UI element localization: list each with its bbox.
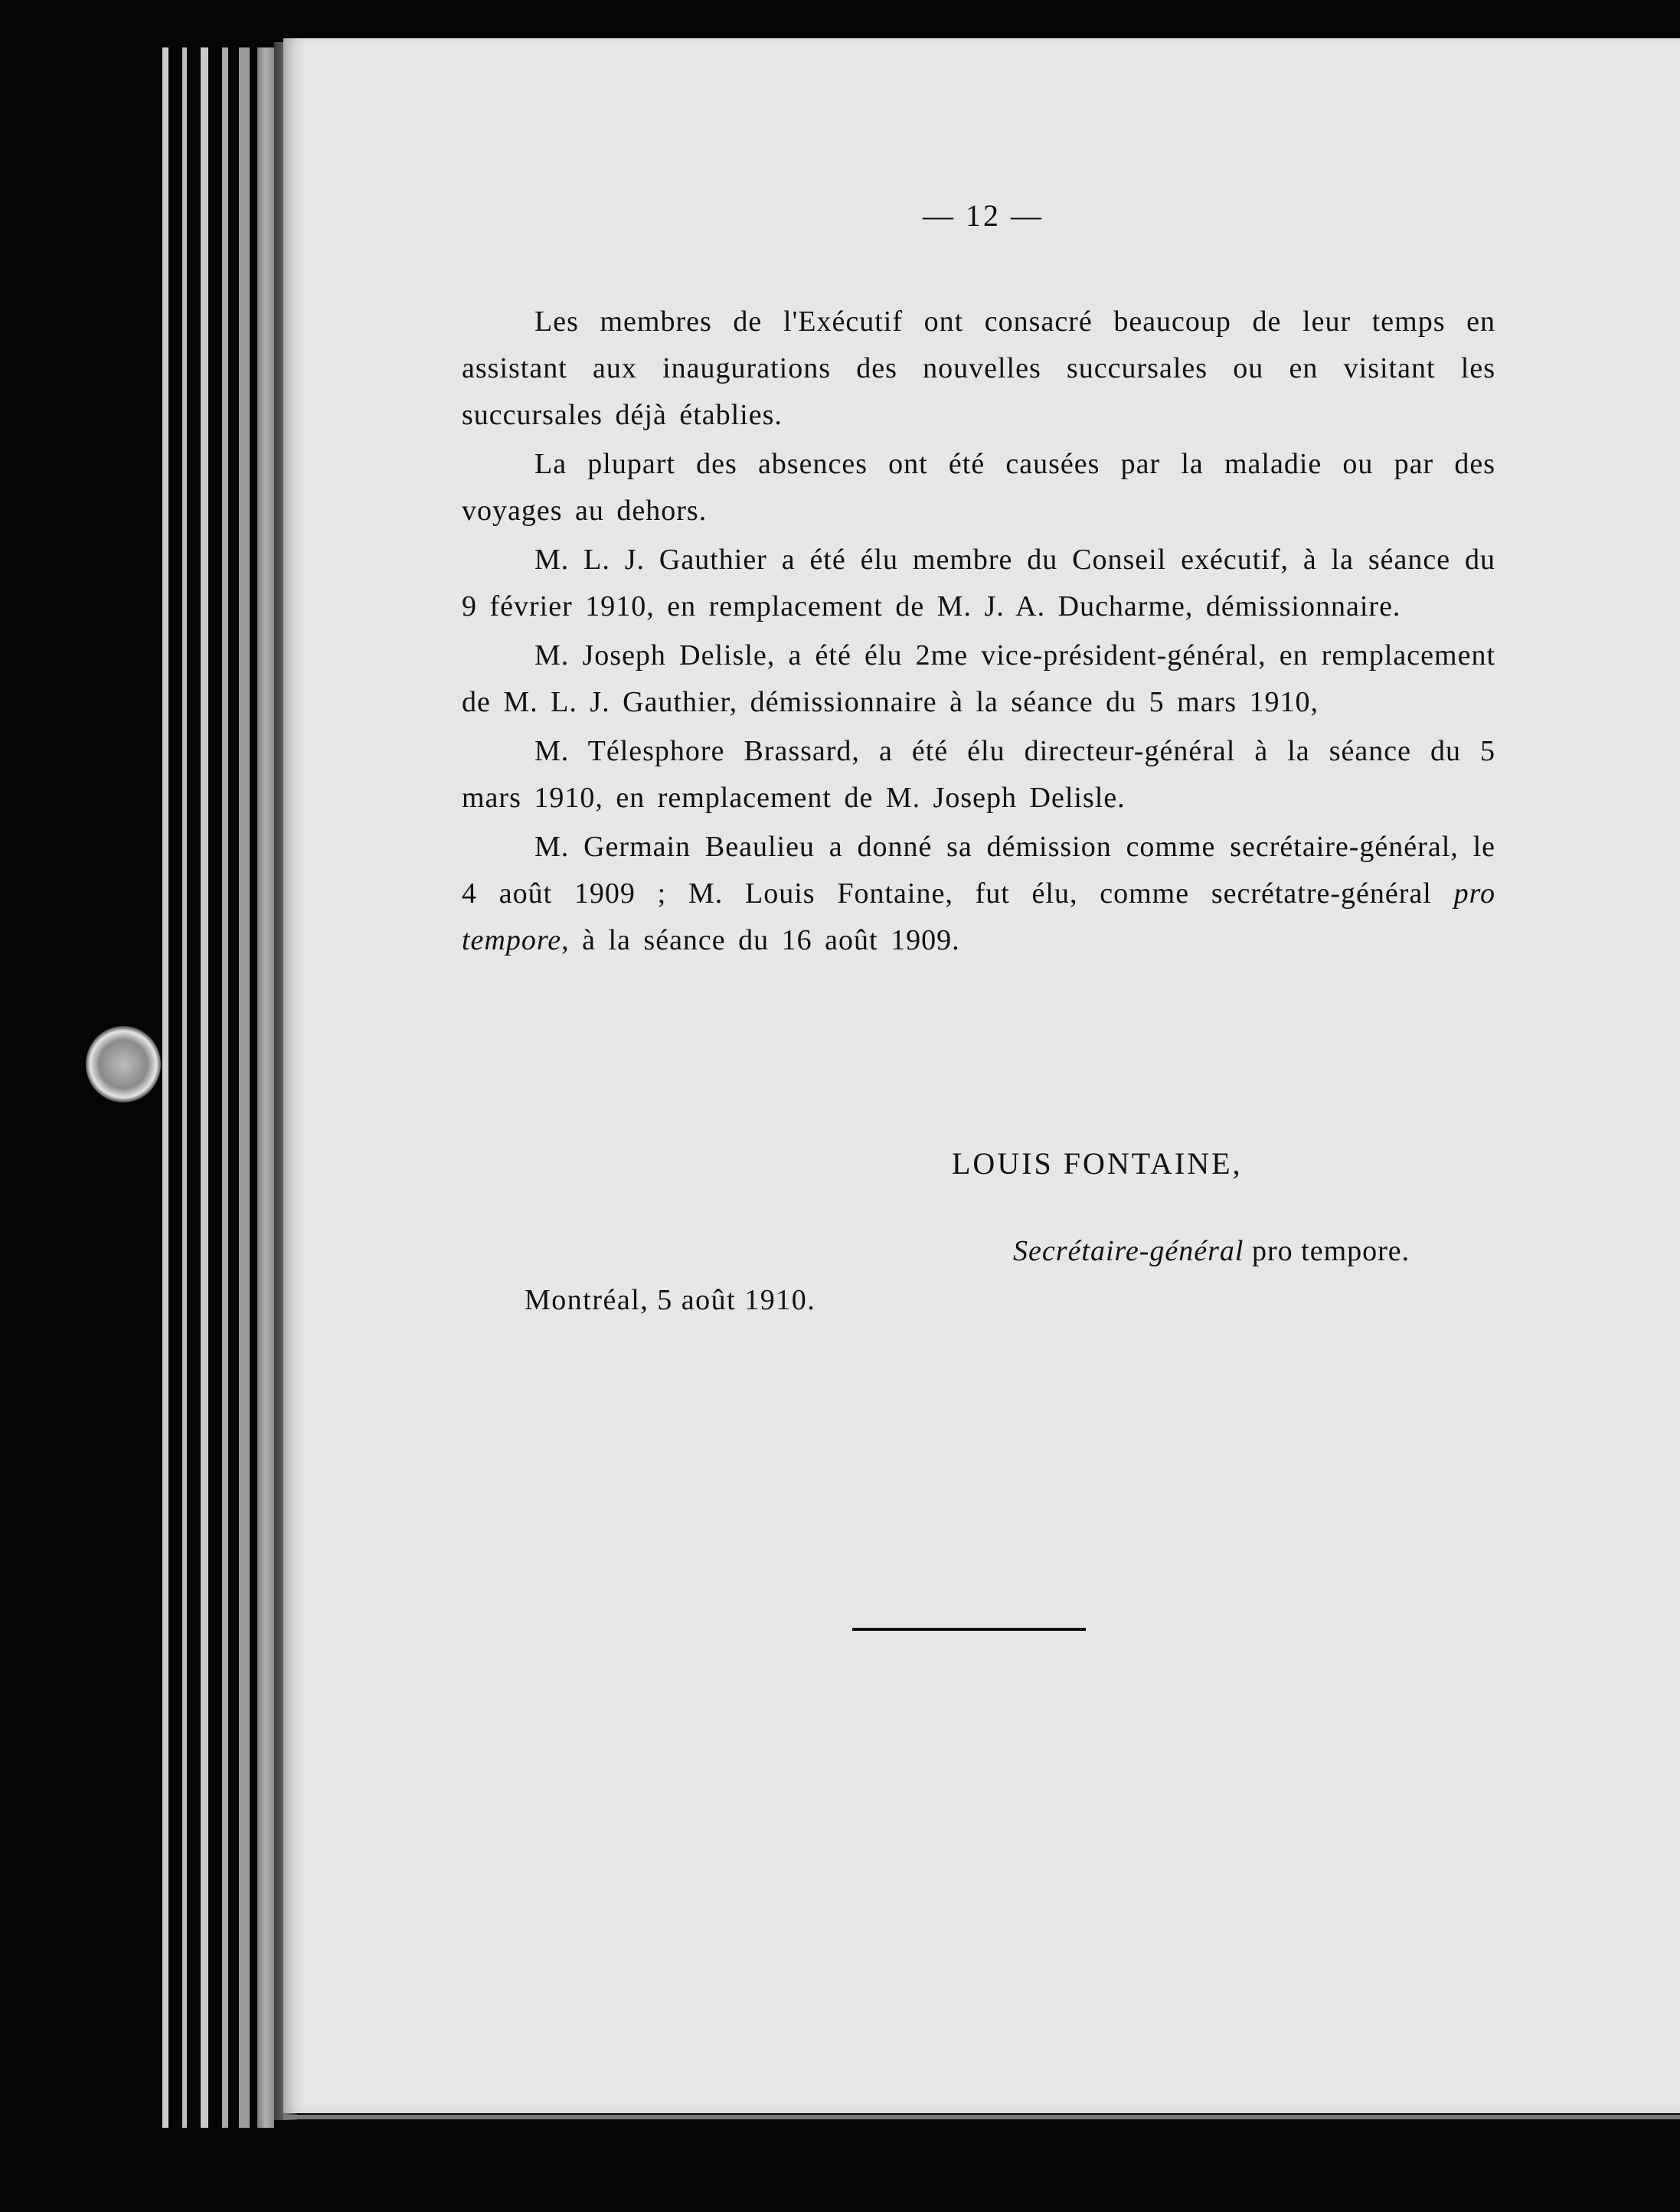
italic-phrase: pro tempore [462, 877, 1495, 956]
signature-title-rest: pro tempore. [1244, 1235, 1410, 1267]
page-edge [257, 47, 274, 2128]
paragraph-text: , à la séance du 16 août 1909. [561, 924, 960, 956]
page-edge [201, 47, 208, 2128]
paragraph: M. Télesphore Brassard, a été élu directeur-général à la séance du 5 mars 1910, en remplacement de M. Joseph Delisle. [462, 735, 1495, 814]
signature-name: LOUIS FONTAINE, [952, 1146, 1243, 1181]
signature-title [1013, 1234, 1410, 1268]
page-edge [239, 47, 250, 2128]
paragraph [462, 824, 1495, 964]
page-edge [162, 47, 168, 2128]
page-edge [182, 47, 187, 2128]
paragraph: M. L. J. Gauthier a été élu membre du Conseil exécutif, à la séance du 9 février 1910, en remplacement de M. J. A. Ducharme, démissionnaire. [462, 544, 1495, 622]
body-text [462, 299, 1495, 966]
paragraph-text: M. Germain Beaulieu a donné sa démission comme secrétaire-général, le 4 août 1909 ; M. Louis Fontaine, fut élu, comme secrétatre-général [462, 831, 1495, 910]
closing-rule [852, 1628, 1086, 1631]
paper-stain [86, 1026, 161, 1103]
paragraph: La plupart des absences ont été causées par la maladie ou par des voyages au dehors. [462, 448, 1495, 527]
paragraph: Les membres de l'Exécutif ont consacré beaucoup de leur temps en assistant aux inaugurations des nouvelles succursales ou en visitant les succursales déjà établies. [462, 305, 1495, 431]
page-bottom-edge [283, 2115, 1680, 2119]
page-number: — 12 — [923, 198, 1044, 233]
signature-title-italic: Secrétaire-général [1013, 1235, 1244, 1267]
place-date: Montréal, 5 août 1910. [525, 1284, 816, 1316]
paragraph: M. Joseph Delisle, a été élu 2me vice-président-général, en remplacement de M. L. J. Gauthier, démissionnaire à la séance du 5 mars 1910, [462, 639, 1495, 718]
page-edge [222, 47, 228, 2128]
